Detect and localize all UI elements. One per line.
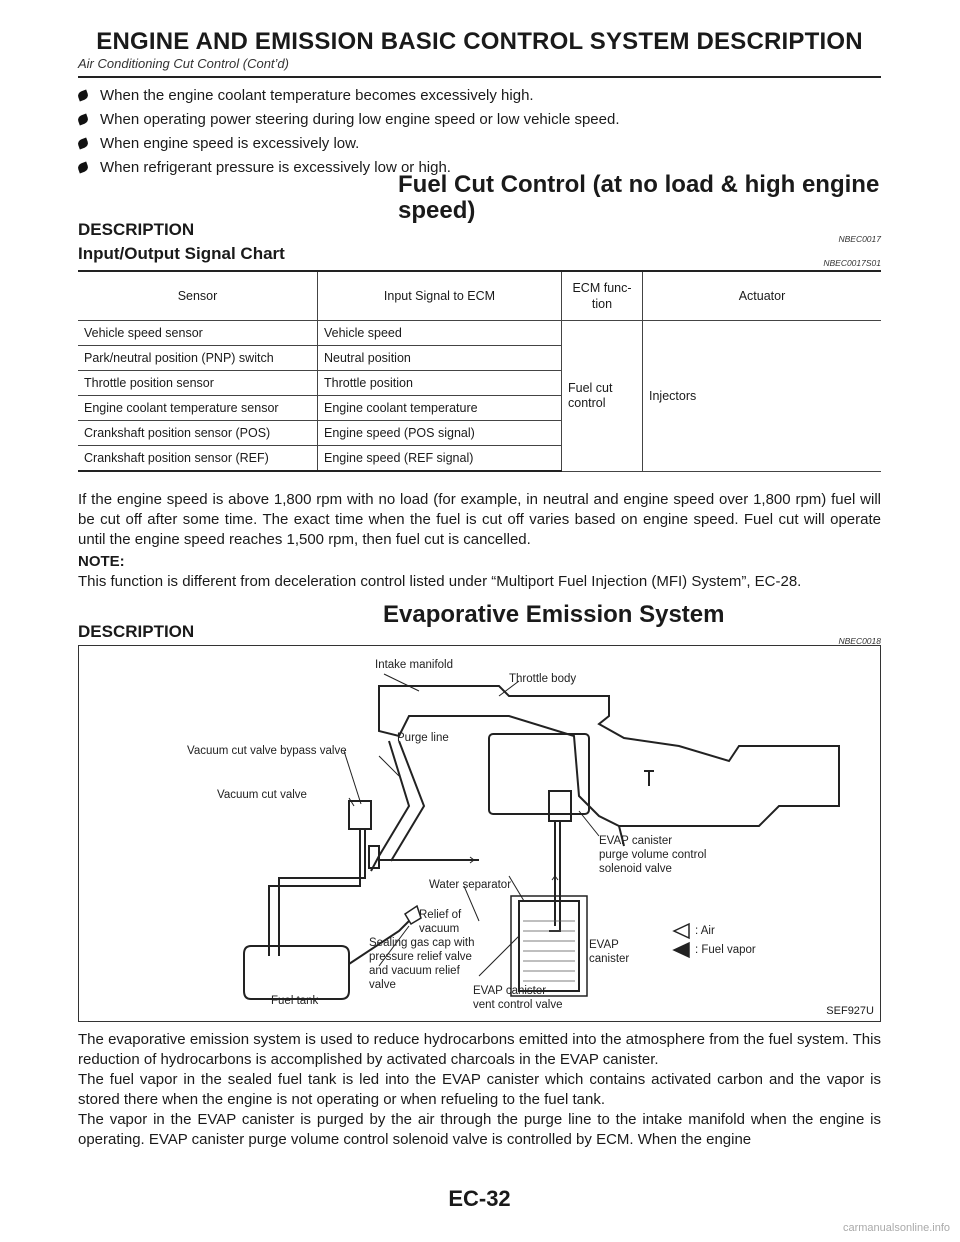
fuel-cut-paragraph: If the engine speed is above 1,800 rpm with no load (for example, in neutral and engine speed over 1,800 rpm) fuel will be cut off after some time. The exact time when the fuel is cut off varies based on engine speed. Fuel cut will operate until the engine speed reaches 1,500 rpm, then fuel cut is cancelled.: [78, 491, 881, 548]
fuel-vapor-arrow-icon: [674, 943, 689, 957]
evap-system-diagram: [78, 645, 881, 1022]
column-header: Actuator: [643, 271, 882, 321]
table-row: Park/neutral position (PNP) switch Neutral position: [78, 346, 881, 371]
purge-valve-label: EVAP canister purge volume control solenoid valve: [599, 835, 707, 875]
table-row: Crankshaft position sensor (POS) Engine speed (POS signal): [78, 421, 881, 446]
legend-fuel-vapor-label: : Fuel vapor: [695, 944, 756, 956]
gas-cap-label: Sealing gas cap with pressure relief valve and vacuum relief valve: [369, 937, 475, 991]
list-item: When engine speed is excessively low.: [78, 132, 620, 156]
header-rule: [78, 76, 881, 78]
table-row: Throttle position sensor Throttle position: [78, 371, 881, 396]
bullet-icon: [77, 137, 89, 149]
fuel-tank-label: Fuel tank: [271, 995, 319, 1007]
vent-valve-label: EVAP canister vent control valve: [473, 985, 563, 1011]
evap-section-title: Evaporative Emission System: [383, 601, 725, 628]
legend-air-label: : Air: [695, 925, 715, 937]
list-item: When the engine coolant temperature becomes excessively high.: [78, 84, 620, 108]
bypass-valve-label: Vacuum cut valve bypass valve: [187, 745, 347, 757]
evap-paragraph-2: The fuel vapor in the sealed fuel tank is led into the EVAP canister which contains activated carbon and the vapor is stored there when the engine is not operating or when refueling to the fuel tank.: [78, 1071, 881, 1108]
water-separator-label: Water separator: [429, 879, 512, 891]
bullet-icon: [77, 89, 89, 101]
signal-chart-heading: Input/Output Signal Chart: [78, 244, 285, 263]
page-number: EC-32: [448, 1186, 511, 1211]
relief-of-vacuum-label: Relief of vacuum: [419, 909, 462, 935]
column-header: ECM func- tion: [562, 271, 643, 321]
evap-paragraph-1: The evaporative emission system is used to reduce hydrocarbons emitted into the atmosphere from the fuel system. This reduction of hydrocarbons is accomplished by activated charcoals in the EVAP canister.: [78, 1031, 881, 1068]
vacuum-cut-valve-label: Vacuum cut valve: [217, 789, 307, 801]
list-item: When operating power steering during low engine speed or low vehicle speed.: [78, 108, 620, 132]
legend-icons: [674, 924, 689, 957]
table-header-row: [78, 271, 881, 321]
purge-line-label: Purge line: [397, 732, 449, 744]
throttle-body-label: Throttle body: [509, 673, 577, 685]
evap-description-heading: DESCRIPTION: [78, 622, 195, 641]
fuel-cut-description-code: NBEC0017: [838, 234, 881, 244]
bullet-icon: [77, 161, 89, 173]
condition-list: [78, 84, 620, 180]
table-row: Engine coolant temperature sensor Engine coolant temperature: [78, 396, 881, 421]
evap-paragraph-3: The vapor in the EVAP canister is purged by the air through the purge line to the intake manifold when the engine is operating. EVAP canister purge volume control solenoid valve is controlled by ECM. When the engine: [78, 1111, 881, 1148]
list-item: When refrigerant pressure is excessively low or high.: [78, 156, 620, 180]
column-header: Sensor: [78, 271, 318, 321]
figure-id: SEF927U: [826, 1005, 874, 1017]
watermark: carmanualsonline.info: [842, 1222, 950, 1234]
page-header-subtitle: Air Conditioning Cut Control (Cont’d): [78, 56, 289, 71]
table-row: Vehicle speed sensor Vehicle speed Fuel cut control Injectors: [78, 321, 881, 346]
fuel-cut-section-title: Fuel Cut Control (at no load & high engine speed): [398, 171, 880, 224]
table-row: Crankshaft position sensor (REF) Engine speed (REF signal): [78, 446, 881, 472]
evap-diagram-drawing: [79, 646, 880, 1021]
signal-chart-code: NBEC0017S01: [823, 258, 881, 268]
fuel-cut-description-heading: DESCRIPTION: [78, 220, 195, 239]
column-header: Input Signal to ECM: [318, 271, 562, 321]
evap-description-code: NBEC0018: [838, 636, 881, 646]
page-header-title: ENGINE AND EMISSION BASIC CONTROL SYSTEM DESCRIPTION: [96, 28, 863, 55]
air-arrow-icon: [674, 924, 689, 938]
note-label: NOTE:: [78, 553, 125, 570]
ecm-function-cell: Fuel cut control: [562, 321, 643, 472]
bullet-icon: [77, 113, 89, 125]
actuator-cell: Injectors: [643, 321, 882, 472]
intake-manifold-label: Intake manifold: [375, 659, 453, 671]
canister-label: EVAP canister: [589, 939, 630, 965]
note-text: This function is different from deceleration control listed under “Multiport Fuel Injection (MFI) System”, EC-28.: [78, 573, 802, 590]
signal-chart-table: [78, 270, 881, 472]
